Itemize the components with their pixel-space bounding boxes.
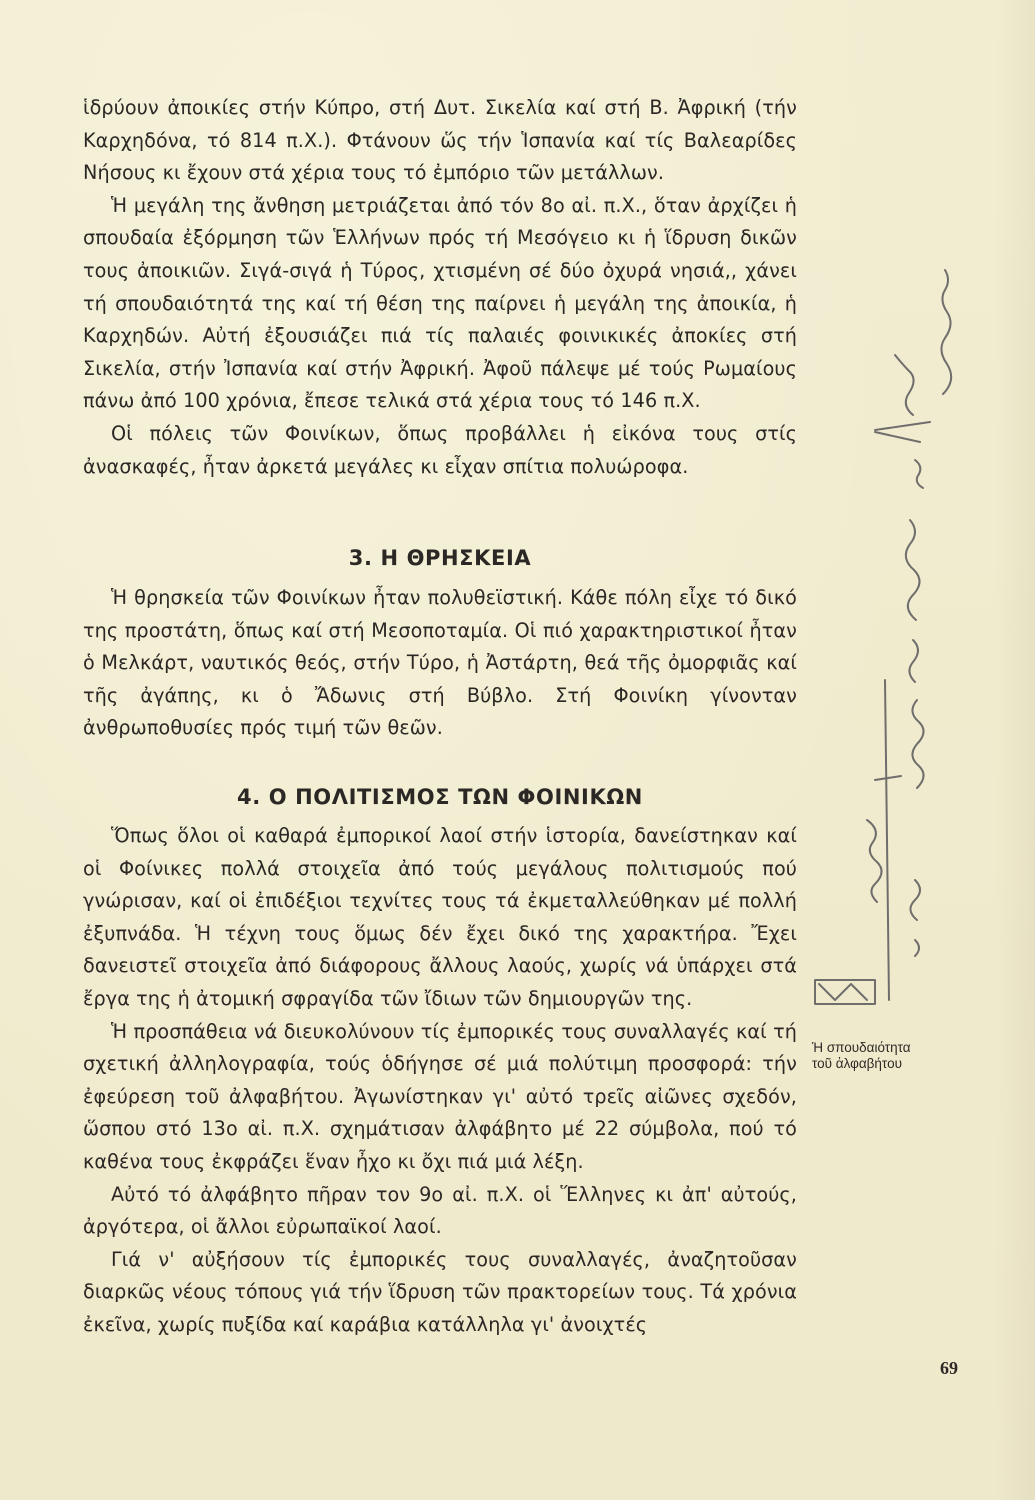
paragraph-alphabet-greeks: Αὐτό τό ἀλφάβητο πῆραν τον 9ο αἰ. π.Χ. οἱ Ἕλληνες κι ἀπ' αὐτούς, ἀργότερα, οἱ ἄλλοι εὐρωπαϊκοί λαοί. — [83, 1182, 797, 1239]
section-heading-civilization: 4. Ο ΠΟΛΙΤΙΣΜΟΣ ΤΩΝ ΦΟΙΝΙΚΩΝ — [237, 785, 643, 809]
paragraph-religion: Ἡ θρησκεία τῶν Φοινίκων ἦταν πολυθεϊστική. Κάθε πόλη εἶχε τό δικό της προστάτη, ὅπως καί στή Μεσοποταμία. Οἱ πιό χαρακτηριστικοί ἦταν ὁ Μελκάρτ, ναυτικός θεός, στήν Τύρο, ἡ Ἀστάρτη, θεά τῆς ὀμορφιᾶς καί τῆς ἀγάπης, κι ὁ Ἄδωνις στή Βύβλο. Στή Φοινίκη γίνονταν ἀνθρωποθυσίες πρός τιμή τῶν θεῶν. — [83, 586, 797, 740]
intro-paragraphs — [83, 92, 797, 483]
paragraph-alphabet: Ἡ προσπάθεια νά διευκολύνουν τίς ἐμπορικές τους συναλλαγές καί τή σχετική ἀλληλογραφία, τούς ὁδήγησε σέ μιά πολύτιμη προσφορά: τήν ἐφεύρεση τοῦ ἀλφαβήτου. Ἀγωνίστηκαν γι' αὐτό τρεῖς αἰῶνες σχεδόν, ὥσπου στό 13ο αἰ. π.Χ. σχημάτισαν ἀλφάβητο μέ 22 σύμβολα, πού τό καθένα τους ἐκφράζει ἕναν ἦχο κι ὄχι πιά μιά λέξη. — [83, 1019, 797, 1173]
section-heading-religion: 3. Η ΘΡΗΣΚΕΙΑ — [348, 546, 532, 570]
civilization-section — [83, 820, 797, 1342]
pencil-annotation — [795, 260, 995, 1050]
paragraph-art: Ὅπως ὅλοι οἱ καθαρά ἐμπορικοί λαοί στήν ἱστορία, δανείστηκαν καί οἱ Φοίνικες πολλά στοιχεῖα ἀπό τούς μεγάλους πολιτισμούς πού γνώρισαν, καί οἱ ἐπιδέξιοι τεχνίτες τους τά ἐκμεταλλεύθηκαν μέ πολλή ἐξυπνάδα. Ἡ τέχνη τους ὅμως δέν ἔχει δικό της χαρακτήρα. Ἔχει δανειστεῖ στοιχεῖα ἀπό διάφορους ἄλλους λαούς, χωρίς νά ὑπάρχει στά ἔργα της ἡ ἀτομική σφραγίδα τῶν ἴδιων τῶν δημιουργῶν της. — [83, 824, 797, 1010]
paragraph-cities: Οἱ πόλεις τῶν Φοινίκων, ὅπως προβάλλει ἡ εἰκόνα τους στίς ἀνασκαφές, ἦταν ἀρκετά μεγάλες κι εἶχαν σπίτια πολυώροφα. — [83, 421, 797, 478]
margin-caption — [812, 1040, 972, 1072]
paragraph-trade-posts: Γιά ν' αὐξήσουν τίς ἐμπορικές τους συναλλαγές, ἀναζητοῦσαν διαρκῶς νέους τόπους γιά τήν ἵδρυση τῶν πρακτορείων τους. Τά χρόνια ἐκεῖνα, χωρίς πυξίδα καί καράβια κατάλληλα γι' ἀνοιχτές — [83, 1247, 797, 1336]
caption-line-2: τοῦ ἀλφαβήτου — [812, 1056, 902, 1071]
religion-section — [83, 582, 797, 745]
page-number: 69 — [940, 1358, 958, 1378]
caption-line-1: Ἡ σπουδαιότητα — [812, 1040, 911, 1055]
paragraph-colonies: ἱδρύουν ἀποικίες στήν Κύπρο, στή Δυτ. Σικελία καί στή Β. Ἀφρική (τήν Καρχηδόνα, τό 814 π.Χ.). Φτάνουν ὥς τήν Ἱσπανία καί τίς Βαλεαρίδες Νήσους κι ἔχουν στά χέρια τους τό ἐμπόριο τῶν μετάλλων. — [83, 96, 797, 185]
paragraph-decline: Ἡ μεγάλη της ἄνθηση μετριάζεται ἀπό τόν 8ο αἰ. π.Χ., ὅταν ἀρχίζει ἡ σπουδαία ἐξόρμηση τῶν Ἑλλήνων πρός τή Μεσόγειο κι ἡ ἵδρυση δικῶν τους ἀποικιῶν. Σιγά-σιγά ἡ Τύρος, χτισμένη σέ δύο ὀχυρά νησιά,, χάνει τή σπουδαιότητά της καί τή θέση της παίρνει ἡ μεγάλη της ἀποικία, ἡ Καρχηδών. Αὐτή ἐξουσιάζει πιά τίς παλαιές φοινικικές ἀποκίες στή Σικελία, στήν Ἰσπανία καί στήν Ἀφρική. Ἀφοῦ πάλεψε μέ τούς Ρωμαίους πάνω ἀπό 100 χρόνια, ἔπεσε τελικά στά χέρια τους τό 146 π.Χ. — [83, 193, 797, 413]
page-edge-shadow — [995, 0, 1035, 1500]
